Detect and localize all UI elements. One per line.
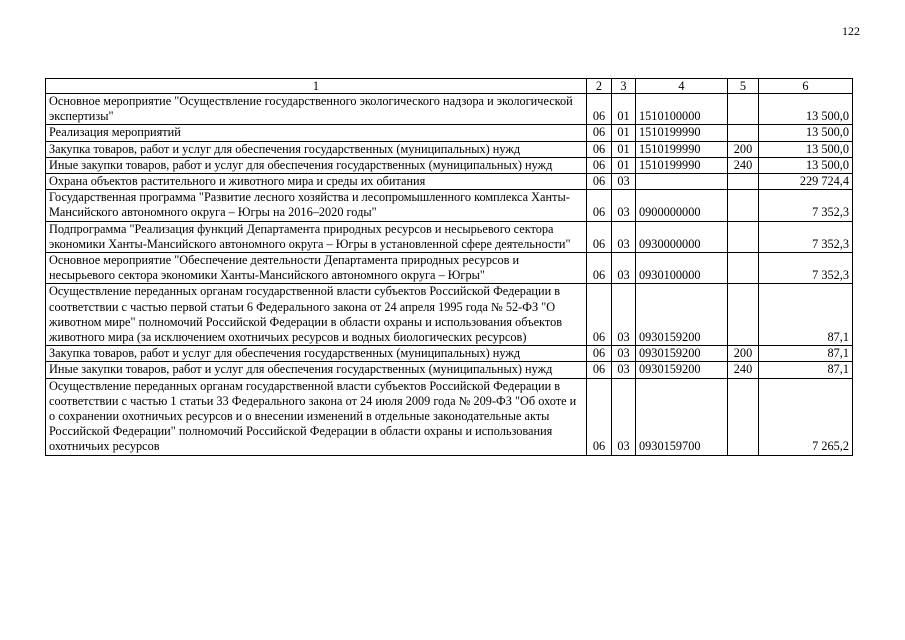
cell-subsection: 03 [612, 190, 636, 221]
page-number: 122 [842, 24, 860, 38]
cell-target-code: 0930159200 [636, 362, 728, 378]
cell-target-code: 1510199990 [636, 125, 728, 141]
cell-expense-type: 240 [728, 157, 759, 173]
table-row [46, 362, 853, 378]
cell-name: Закупка товаров, работ и услуг для обеспечения государственных (муниципальных) нужд [46, 346, 587, 362]
cell-expense-type: 240 [728, 362, 759, 378]
cell-expense-type [728, 94, 759, 125]
cell-subsection: 03 [612, 221, 636, 252]
cell-subsection: 01 [612, 141, 636, 157]
cell-name: Закупка товаров, работ и услуг для обеспечения государственных (муниципальных) нужд [46, 141, 587, 157]
table-body [46, 94, 853, 456]
cell-name: Основное мероприятие "Осуществление государственного экологического надзора и экологической экспертизы" [46, 94, 587, 125]
cell-name: Основное мероприятие "Обеспечение деятельности Департамента природных ресурсов и несырьевого сектора экономики Ханты-Мансийского автономного округа – Югры" [46, 253, 587, 284]
table-row [46, 284, 853, 346]
header-expense-type: 5 [728, 79, 759, 94]
cell-section: 06 [587, 125, 612, 141]
header-target-code: 4 [636, 79, 728, 94]
cell-section: 06 [587, 346, 612, 362]
cell-amount: 87,1 [759, 284, 853, 346]
cell-name: Реализация мероприятий [46, 125, 587, 141]
cell-section: 06 [587, 362, 612, 378]
cell-subsection: 01 [612, 157, 636, 173]
cell-amount: 13 500,0 [759, 125, 853, 141]
cell-subsection: 03 [612, 253, 636, 284]
cell-expense-type [728, 174, 759, 190]
cell-target-code: 0930100000 [636, 253, 728, 284]
table-header-row [46, 79, 853, 94]
cell-section: 06 [587, 174, 612, 190]
table-row [46, 346, 853, 362]
table-row [46, 157, 853, 173]
cell-amount: 7 352,3 [759, 253, 853, 284]
cell-amount: 13 500,0 [759, 94, 853, 125]
cell-subsection: 03 [612, 284, 636, 346]
cell-subsection: 01 [612, 125, 636, 141]
cell-name: Осуществление переданных органам государственной власти субъектов Российской Федерации в соответствии с частью 1 статьи 33 Федерального закона от 24 июля 2009 года № 209-ФЗ "Об охоте и о сохранении охотничьих ресурсов и о внесении изменений в отдельные законодательные акты Российской Федерации" полномочий Российской Федерации в области охраны и использования охотничьих ресурсов [46, 378, 587, 455]
table-row [46, 253, 853, 284]
cell-amount: 13 500,0 [759, 157, 853, 173]
header-amount: 6 [759, 79, 853, 94]
table-row [46, 378, 853, 455]
cell-amount: 7 352,3 [759, 221, 853, 252]
cell-section: 06 [587, 221, 612, 252]
cell-target-code: 1510199990 [636, 157, 728, 173]
cell-expense-type [728, 284, 759, 346]
cell-target-code: 0930159700 [636, 378, 728, 455]
cell-name: Иные закупки товаров, работ и услуг для обеспечения государственных (муниципальных) нужд [46, 157, 587, 173]
cell-target-code [636, 174, 728, 190]
cell-amount: 87,1 [759, 362, 853, 378]
cell-subsection: 03 [612, 362, 636, 378]
cell-subsection: 03 [612, 174, 636, 190]
cell-section: 06 [587, 141, 612, 157]
header-section: 2 [587, 79, 612, 94]
cell-target-code: 1510100000 [636, 94, 728, 125]
table-row [46, 221, 853, 252]
cell-section: 06 [587, 253, 612, 284]
cell-subsection: 03 [612, 378, 636, 455]
table-row [46, 94, 853, 125]
cell-section: 06 [587, 284, 612, 346]
cell-expense-type [728, 125, 759, 141]
cell-name: Государственная программа "Развитие лесного хозяйства и лесопромышленного комплекса Ханты-Мансийского автономного округа – Югры на 2016–2020 годы" [46, 190, 587, 221]
cell-expense-type: 200 [728, 346, 759, 362]
header-subsection: 3 [612, 79, 636, 94]
cell-amount: 229 724,4 [759, 174, 853, 190]
cell-name: Охрана объектов растительного и животного мира и среды их обитания [46, 174, 587, 190]
budget-table [45, 78, 853, 456]
cell-name: Осуществление переданных органам государственной власти субъектов Российской Федерации в соответствии с частью первой статьи 6 Федерального закона от 24 апреля 1995 года № 52-ФЗ "О животном мире" полномочий Российской Федерации в области охраны и использования объектов животного мира (за исключением охотничьих ресурсов и водных биологических ресурсов) [46, 284, 587, 346]
cell-expense-type [728, 378, 759, 455]
cell-expense-type: 200 [728, 141, 759, 157]
cell-amount: 87,1 [759, 346, 853, 362]
table-row [46, 174, 853, 190]
cell-amount: 13 500,0 [759, 141, 853, 157]
cell-subsection: 01 [612, 94, 636, 125]
cell-amount: 7 352,3 [759, 190, 853, 221]
cell-target-code: 0930000000 [636, 221, 728, 252]
cell-target-code: 0900000000 [636, 190, 728, 221]
cell-amount: 7 265,2 [759, 378, 853, 455]
cell-target-code: 1510199990 [636, 141, 728, 157]
cell-expense-type [728, 221, 759, 252]
cell-name: Подпрограмма "Реализация функций Департамента природных ресурсов и несырьевого сектора экономики Ханты-Мансийского автономного округа – Югры в установленной сфере деятельности" [46, 221, 587, 252]
table-row [46, 125, 853, 141]
cell-expense-type [728, 190, 759, 221]
table-row [46, 190, 853, 221]
cell-expense-type [728, 253, 759, 284]
table-row [46, 141, 853, 157]
cell-subsection: 03 [612, 346, 636, 362]
header-name: 1 [46, 79, 587, 94]
cell-section: 06 [587, 157, 612, 173]
cell-target-code: 0930159200 [636, 284, 728, 346]
cell-section: 06 [587, 94, 612, 125]
cell-section: 06 [587, 190, 612, 221]
cell-target-code: 0930159200 [636, 346, 728, 362]
cell-section: 06 [587, 378, 612, 455]
cell-name: Иные закупки товаров, работ и услуг для обеспечения государственных (муниципальных) нужд [46, 362, 587, 378]
